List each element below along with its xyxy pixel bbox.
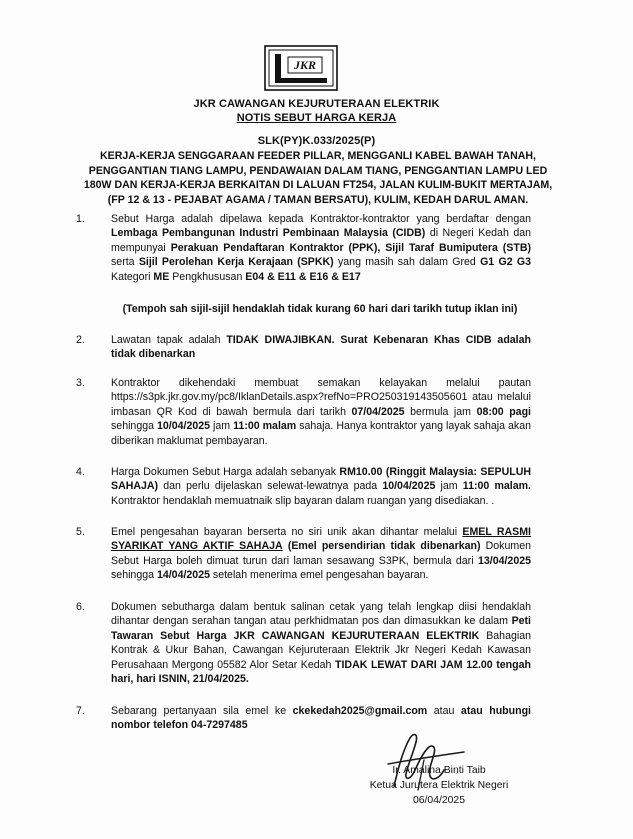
text-run: Emel pengesahan bayaran berserta no siri unik akan dihantar melalui — [111, 526, 463, 538]
reference-number: SLK(PY)K.033/2025(P) — [257, 135, 376, 147]
item-text — [111, 333, 531, 362]
text-run: 11:00 malam. — [462, 480, 531, 493]
text-run: Lembaga Pembangunan Industri Pembinaan Malaysia (CIDB) — [111, 227, 426, 240]
text-run: sahaja. Hanya kontraktor yang layak sahaja akan diberikan maklumat pembayaran. — [111, 420, 531, 447]
item-number: 7. — [76, 705, 85, 717]
text-run: setelah menerima emel pengesahan bayaran. — [209, 569, 429, 582]
text-run: Sebarang pertanyaan sila emel ke — [111, 705, 293, 717]
notice-heading: NOTIS SEBUT HARGA KERJA — [236, 112, 397, 124]
text-run: Peti Tawaran Sebut Harga JKR CAWANGAN KEJURUTERAAN ELEKTRIK — [111, 615, 531, 642]
work-title: KERJA-KERJA SENGGARAAN FEEDER PILLAR, MENGGANLI KABEL BAWAH TANAH, PENGGANTIAN TIANG LAMPU, PENDAWAIAN DALAM TIANG, PENGGANTIAN LAMPU LED 180W DAN KERJA-KERJA BERKAITAN DI LALUAN FT254, JALAN KULIM-BUKIT MERTAJAM, (FP 12 & 13 - PEJABAT AGAMA / TAMAN BERSATU), KULIM, KEDAH DARUL AMAN. — [83, 150, 553, 206]
signatory-title: Ketua Jurutera Elektrik Negeri — [369, 780, 509, 791]
signatory-name: Ir. Amalina Binti Taib — [392, 765, 486, 776]
text-run: Dokumen sebutharga dalam bentuk salinan cetak yang telah lengkap diisi hendaklah dihantar dengan serahan tangan atau perkhidmatan pos dan dimasukkan ke dalam — [111, 601, 531, 628]
text-run: (Emel persendirian tidak dibenarkan) — [287, 540, 481, 553]
text-run: EMEL RASMI SYARIKAT YANG AKTIF SAHAJA — [111, 526, 531, 553]
text-run: Harga Dokumen Sebut Harga adalah sebanyak — [111, 466, 340, 478]
text-run: TIDAK DIWAJIBKAN. Surat Kebenaran Khas CIDB adalah tidak dibenarkan — [111, 334, 531, 361]
organization-heading: JKR CAWANGAN KEJURUTERAAN ELEKTRIK — [193, 98, 440, 110]
text-run: TIDAK LEWAT DARI JAM 12.00 tengah hari, hari ISNIN, 21/04/2025. — [111, 658, 531, 686]
item-text — [111, 704, 531, 733]
text-run: atau — [427, 705, 461, 717]
text-run: sehingga — [111, 420, 158, 433]
text-run: Lawatan tapak adalah — [111, 334, 227, 346]
jkr-logo — [255, 44, 347, 94]
item-number: 3. — [76, 377, 85, 389]
text-run: 10/04/2025 — [382, 480, 436, 493]
jkr-logo-text: JKR — [293, 58, 317, 72]
text-run: bermula jam — [404, 405, 477, 418]
text-run: Kategori — [111, 270, 154, 283]
text-run: 08:00 pagi — [476, 405, 531, 418]
text-run: sehingga — [111, 569, 157, 582]
text-run: ME — [153, 270, 170, 283]
item-number: 5. — [76, 526, 85, 538]
text-run: ckekedah2025@gmail.com — [292, 705, 428, 717]
item-number: 6. — [76, 601, 85, 613]
text-run: di Negeri Kedah dan mempunyai — [111, 227, 531, 254]
item-text — [111, 525, 531, 583]
text-run: Bahagian Kontrak & Ukur Bahan, Cawangan Kejuruteraan Elektrik Jkr Negeri Kedah Kawasan Perusahaan Mergong 05582 Alor Setar Kedah — [111, 629, 531, 671]
text-run: 10/04/2025 — [157, 420, 211, 433]
text-run: serta — [111, 256, 139, 269]
text-run: Kontraktor hendaklah memuatnaik slip bayaran dalam ruangan yang disediakan. . — [111, 494, 495, 507]
text-run: 14/04/2025 — [156, 569, 210, 582]
text-run: 11:00 malam — [233, 420, 297, 433]
text-run: E04 & E11 & E16 & E17 — [245, 270, 361, 283]
text-run: Pengkhususan — [169, 270, 246, 283]
text-run: atau hubungi nombor telefon 04-7297485 — [111, 705, 532, 732]
signature-date: 06/04/2025 — [412, 795, 465, 806]
item-text — [111, 465, 531, 508]
text-run: jam — [435, 480, 463, 493]
text-run: RM10.00 (Ringgit Malaysia: SEPULUH SAHAJA) — [111, 466, 531, 493]
item-text — [111, 600, 531, 686]
text-run: G1 G2 G3 — [480, 256, 531, 269]
text-run: Perakuan Pendaftaran Kontraktor (PPK), Sijil Taraf Bumiputera (STB) — [170, 241, 532, 254]
item-text — [111, 376, 531, 448]
item-text — [111, 212, 531, 284]
text-run: Sijil Perolehan Kerja Kerajaan (SPKK) — [138, 256, 334, 269]
item-number: 2. — [76, 334, 85, 346]
text-run: dan perlu dijelaskan selewat-lewatnya pada — [158, 480, 383, 493]
text-run: Kontraktor dikehendaki membuat semakan kelayakan melalui pautan https://s3pk.jkr.gov.my/pc8/IklanDetails.aspx?refNo=PRO250319143505601 atau melalui imbasan QR Kod di bawah bermula dari tarikh — [111, 377, 531, 418]
text-run: yang masih sah dalam Gred — [333, 256, 481, 269]
item-number: 1. — [76, 213, 85, 225]
validity-note: (Tempoh sah sijil-sijil hendaklah tidak kurang 60 hari dari tarikh tutup iklan ini) — [122, 303, 518, 315]
text-run: 07/04/2025 — [351, 405, 405, 418]
text-run: Dokumen Sebut Harga boleh dimuat turun dari laman sesawang S3PK, bermula dari — [111, 540, 531, 567]
item-number: 4. — [76, 466, 85, 478]
text-run: jam — [210, 420, 234, 433]
text-run: 13/04/2025 — [477, 554, 531, 567]
text-run: Sebut Harga adalah dipelawa kepada Kontraktor-kontraktor yang berdaftar dengan — [111, 213, 531, 225]
